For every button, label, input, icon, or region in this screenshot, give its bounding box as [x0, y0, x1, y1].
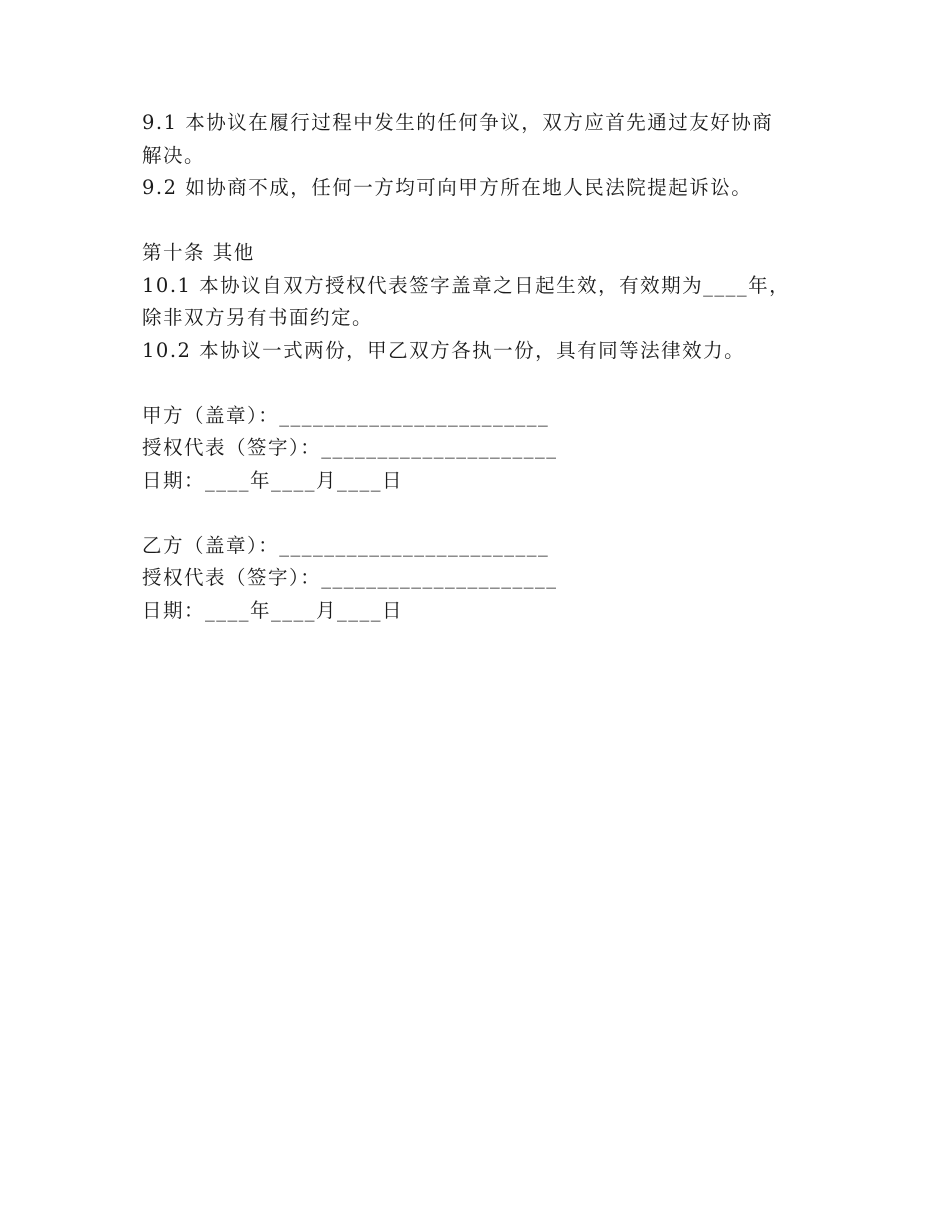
clause-9-1-line-1: 9.1 本协议在履行过程中发生的任何争议，双方应首先通过友好协商	[142, 111, 774, 134]
section-9	[142, 107, 822, 205]
clause-10-1-line-1: 10.1 本协议自双方授权代表签字盖章之日起生效，有效期为____年，	[142, 273, 791, 297]
spacer	[142, 205, 822, 238]
document-page	[142, 107, 822, 627]
spacer	[142, 497, 822, 530]
clause-10-1-line-2: 除非双方另有书面约定。	[142, 306, 374, 329]
section-10	[142, 237, 822, 367]
clause-9-1-line-2: 解决。	[142, 143, 206, 167]
party-b-date-line: 日期：____年____月____日	[142, 598, 404, 622]
party-a-signature-block	[142, 400, 822, 498]
section-10-heading: 第十条 其他	[142, 241, 255, 264]
clause-9-2: 9.2 如协商不成，任何一方均可向甲方所在地人民法院提起诉讼。	[142, 176, 753, 199]
party-b-seal-line: 乙方（盖章）：________________________	[142, 533, 550, 557]
party-a-seal-line: 甲方（盖章）：________________________	[142, 403, 550, 427]
party-b-representative-line: 授权代表（签字）：_____________________	[142, 566, 558, 589]
spacer	[142, 367, 822, 400]
party-b-signature-block	[142, 530, 822, 628]
clause-10-2: 10.2 本协议一式两份，甲乙双方各执一份，具有同等法律效力。	[142, 338, 746, 362]
party-a-date-line: 日期：____年____月____日	[142, 468, 404, 492]
party-a-representative-line: 授权代表（签字）：_____________________	[142, 436, 558, 459]
